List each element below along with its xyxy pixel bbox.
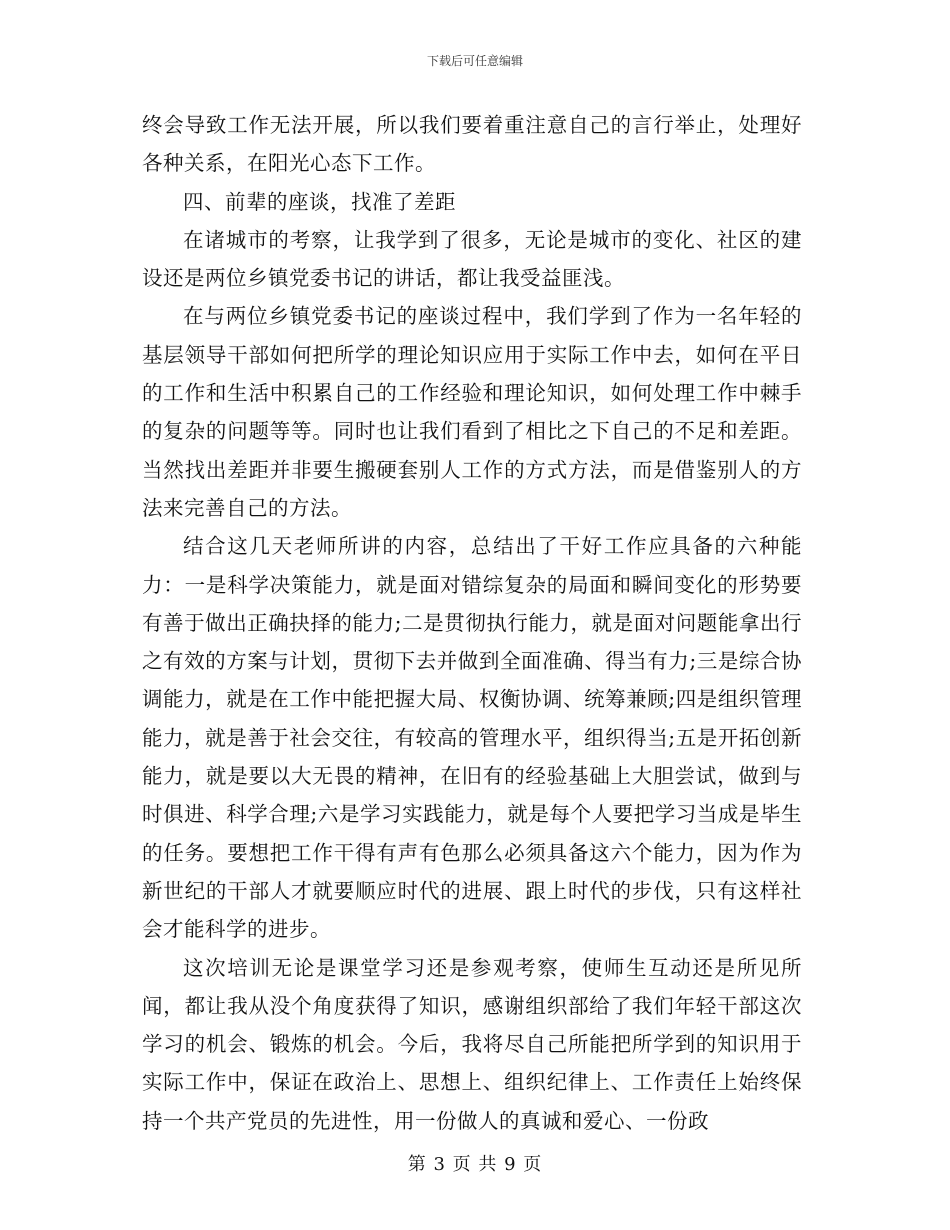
section-heading: 四、前辈的座谈，找准了差距 <box>183 189 456 214</box>
paragraph-5: 这次培训无论是课堂学习还是参观考察，使师生互动还是所见所闻，都让我从没个角度获得了知识，感谢组织部给了我们年轻干部这次学习的机会、锻炼的机会。今后，我将尽自己所能把所学到的知识用于实际工作中，保证在政治上、思想上、组织纪律上、工作责任上始终保持一个共产党员的先进性，用一份做人的真诚和爱心、一份政 <box>142 955 802 1133</box>
paragraph-2: 在诸城市的考察，让我学到了很多，无论是城市的变化、社区的建设还是两位乡镇党委书记的讲话，都让我受益匪浅。 <box>142 227 802 291</box>
page-header: 下载后可任意编辑 <box>426 54 523 68</box>
document-body <box>142 106 802 1140</box>
paragraph-3: 在与两位乡镇党委书记的座谈过程中，我们学到了作为一名年轻的基层领导干部如何把所学的理论知识应用于实际工作中去，如何在平日的工作和生活中积累自己的工作经验和理论知识，如何处理工作中棘手的复杂的问题等等。同时也让我们看到了相比之下自己的不足和差距。当然找出差距并非要生搬硬套别人工作的方式方法，而是借鉴别人的方法来完善自己的方法。 <box>142 304 802 520</box>
paragraph-4: 结合这几天老师所讲的内容，总结出了干好工作应具备的六种能力：一是科学决策能力，就是面对错综复杂的局面和瞬间变化的形势要有善于做出正确抉择的能力;二是贯彻执行能力，就是面对问题能拿出行之有效的方案与计划，贯彻下去并做到全面准确、得当有力;三是综合协调能力，就是在工作中能把握大局、权衡协调、统筹兼顾;四是组织管理能力，就是善于社会交往，有较高的管理水平，组织得当;五是开拓创新能力，就是要以大无畏的精神，在旧有的经验基础上大胆尝试，做到与时俱进、科学合理;六是学习实践能力，就是每个人要把学习当成是毕生的任务。要想把工作干得有声有色那么必须具备这六个能力，因为作为新世纪的干部人才就要顺应时代的进展、跟上时代的步伐，只有这样社会才能科学的进步。 <box>142 534 802 942</box>
paragraph-1: 终会导致工作无法开展，所以我们要着重注意自己的言行举止，处理好各种关系，在阳光心态下工作。 <box>142 113 802 176</box>
page-number-footer: 第 3 页 共 9 页 <box>407 1154 543 1175</box>
